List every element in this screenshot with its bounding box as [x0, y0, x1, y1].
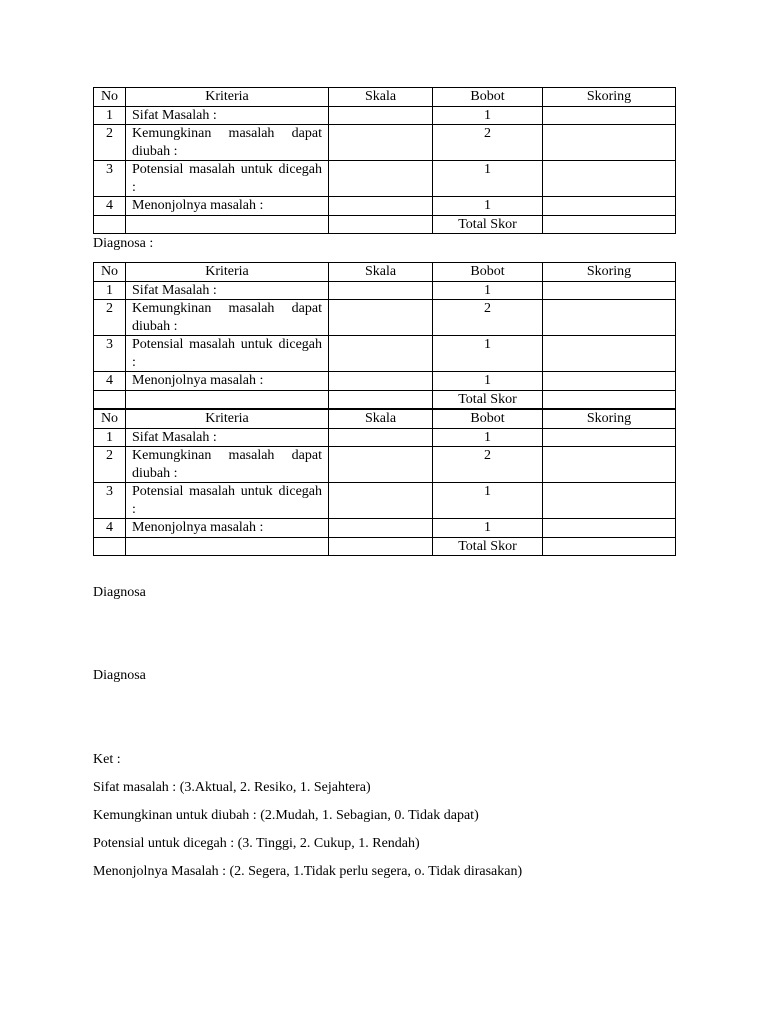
- row-no: 3: [94, 483, 126, 519]
- empty-cell: [126, 390, 329, 409]
- row-kriteria: Sifat Masalah :: [126, 281, 329, 300]
- header-kriteria: Kriteria: [126, 263, 329, 282]
- total-skor-label: Total Skor: [433, 215, 543, 234]
- header-kriteria: Kriteria: [126, 88, 329, 107]
- row-no: 4: [94, 519, 126, 538]
- total-skor-value: [543, 390, 676, 409]
- diagnosa-1: Diagnosa: [93, 585, 146, 600]
- header-skala: Skala: [329, 263, 433, 282]
- table-row: [94, 125, 676, 161]
- total-row: [94, 390, 676, 409]
- table-row: [94, 300, 676, 336]
- ket-sifat: Sifat masalah : (3.Aktual, 2. Resiko, 1. Sejahtera): [93, 780, 371, 795]
- empty-cell: [329, 215, 433, 234]
- row-kriteria: Menonjolnya masalah :: [126, 197, 329, 216]
- row-skala: [329, 447, 433, 483]
- header-bobot: Bobot: [433, 263, 543, 282]
- row-no: 3: [94, 336, 126, 372]
- keterangan: [93, 750, 675, 882]
- row-skoring: [543, 336, 676, 372]
- header-bobot: Bobot: [433, 410, 543, 429]
- diagnosa-label: Diagnosa :: [93, 236, 154, 251]
- table-row: [94, 372, 676, 391]
- header-bobot: Bobot: [433, 88, 543, 107]
- empty-cell: [126, 537, 329, 556]
- row-bobot: 2: [433, 447, 543, 483]
- ket-potensial: Potensial untuk dicegah : (3. Tinggi, 2. Cukup, 1. Rendah): [93, 836, 420, 851]
- row-skoring: [543, 519, 676, 538]
- row-skala: [329, 300, 433, 336]
- row-skoring: [543, 483, 676, 519]
- table-header-row: [94, 88, 676, 107]
- row-no: 1: [94, 106, 126, 125]
- header-no: No: [94, 88, 126, 107]
- header-no: No: [94, 410, 126, 429]
- ket-title: Ket :: [93, 752, 121, 767]
- row-skala: [329, 281, 433, 300]
- row-skoring: [543, 300, 676, 336]
- row-skoring: [543, 125, 676, 161]
- row-skala: [329, 519, 433, 538]
- header-skoring: Skoring: [543, 410, 676, 429]
- row-kriteria: Kemungkinan masalah dapat diubah :: [126, 447, 329, 483]
- total-skor-value: [543, 215, 676, 234]
- empty-cell: [94, 390, 126, 409]
- row-skoring: [543, 428, 676, 447]
- total-row: [94, 215, 676, 234]
- total-row: [94, 537, 676, 556]
- empty-cell: [329, 537, 433, 556]
- header-skala: Skala: [329, 88, 433, 107]
- row-kriteria: Potensial masalah untuk dicegah :: [126, 336, 329, 372]
- table-row: [94, 197, 676, 216]
- row-no: 1: [94, 428, 126, 447]
- row-no: 2: [94, 447, 126, 483]
- row-skala: [329, 428, 433, 447]
- document-page: [93, 87, 675, 882]
- empty-cell: [94, 215, 126, 234]
- row-kriteria: Sifat Masalah :: [126, 428, 329, 447]
- row-kriteria: Menonjolnya masalah :: [126, 372, 329, 391]
- row-bobot: 2: [433, 125, 543, 161]
- row-skala: [329, 106, 433, 125]
- table-row: [94, 519, 676, 538]
- total-skor-value: [543, 537, 676, 556]
- row-skala: [329, 161, 433, 197]
- scoring-table-2: [93, 262, 676, 409]
- header-skoring: Skoring: [543, 263, 676, 282]
- row-kriteria: Sifat Masalah :: [126, 106, 329, 125]
- row-skoring: [543, 161, 676, 197]
- row-skoring: [543, 197, 676, 216]
- row-bobot: 1: [433, 372, 543, 391]
- total-skor-label: Total Skor: [433, 390, 543, 409]
- row-kriteria: Kemungkinan masalah dapat diubah :: [126, 125, 329, 161]
- table-row: [94, 281, 676, 300]
- row-bobot: 1: [433, 336, 543, 372]
- table-row: [94, 447, 676, 483]
- row-no: 4: [94, 372, 126, 391]
- header-skala: Skala: [329, 410, 433, 429]
- ket-kemungkinan: Kemungkinan untuk diubah : (2.Mudah, 1. Sebagian, 0. Tidak dapat): [93, 808, 479, 823]
- row-no: 4: [94, 197, 126, 216]
- row-bobot: 1: [433, 281, 543, 300]
- row-bobot: 1: [433, 106, 543, 125]
- empty-cell: [126, 215, 329, 234]
- row-no: 1: [94, 281, 126, 300]
- row-skala: [329, 483, 433, 519]
- table-row: [94, 483, 676, 519]
- ket-menonjol: Menonjolnya Masalah : (2. Segera, 1.Tidak perlu segera, o. Tidak dirasakan): [93, 864, 523, 879]
- row-skoring: [543, 372, 676, 391]
- table-row: [94, 336, 676, 372]
- row-kriteria: Potensial masalah untuk dicegah :: [126, 161, 329, 197]
- empty-cell: [329, 390, 433, 409]
- row-bobot: 1: [433, 483, 543, 519]
- table-row: [94, 428, 676, 447]
- table-row: [94, 161, 676, 197]
- table-header-row: [94, 263, 676, 282]
- scoring-table-3: [93, 409, 676, 556]
- header-kriteria: Kriteria: [126, 410, 329, 429]
- row-no: 3: [94, 161, 126, 197]
- row-bobot: 1: [433, 197, 543, 216]
- row-skala: [329, 125, 433, 161]
- row-skoring: [543, 281, 676, 300]
- table-header-row: [94, 410, 676, 429]
- row-bobot: 1: [433, 161, 543, 197]
- row-no: 2: [94, 125, 126, 161]
- row-kriteria: Kemungkinan masalah dapat diubah :: [126, 300, 329, 336]
- empty-cell: [94, 537, 126, 556]
- row-no: 2: [94, 300, 126, 336]
- row-skala: [329, 336, 433, 372]
- row-kriteria: Potensial masalah untuk dicegah :: [126, 483, 329, 519]
- row-skoring: [543, 106, 676, 125]
- total-skor-label: Total Skor: [433, 537, 543, 556]
- row-skoring: [543, 447, 676, 483]
- row-bobot: 2: [433, 300, 543, 336]
- row-kriteria: Menonjolnya masalah :: [126, 519, 329, 538]
- diagnosa-2: Diagnosa: [93, 668, 146, 683]
- row-skala: [329, 197, 433, 216]
- row-bobot: 1: [433, 428, 543, 447]
- header-no: No: [94, 263, 126, 282]
- scoring-table-1: [93, 87, 676, 234]
- table-row: [94, 106, 676, 125]
- row-bobot: 1: [433, 519, 543, 538]
- header-skoring: Skoring: [543, 88, 676, 107]
- row-skala: [329, 372, 433, 391]
